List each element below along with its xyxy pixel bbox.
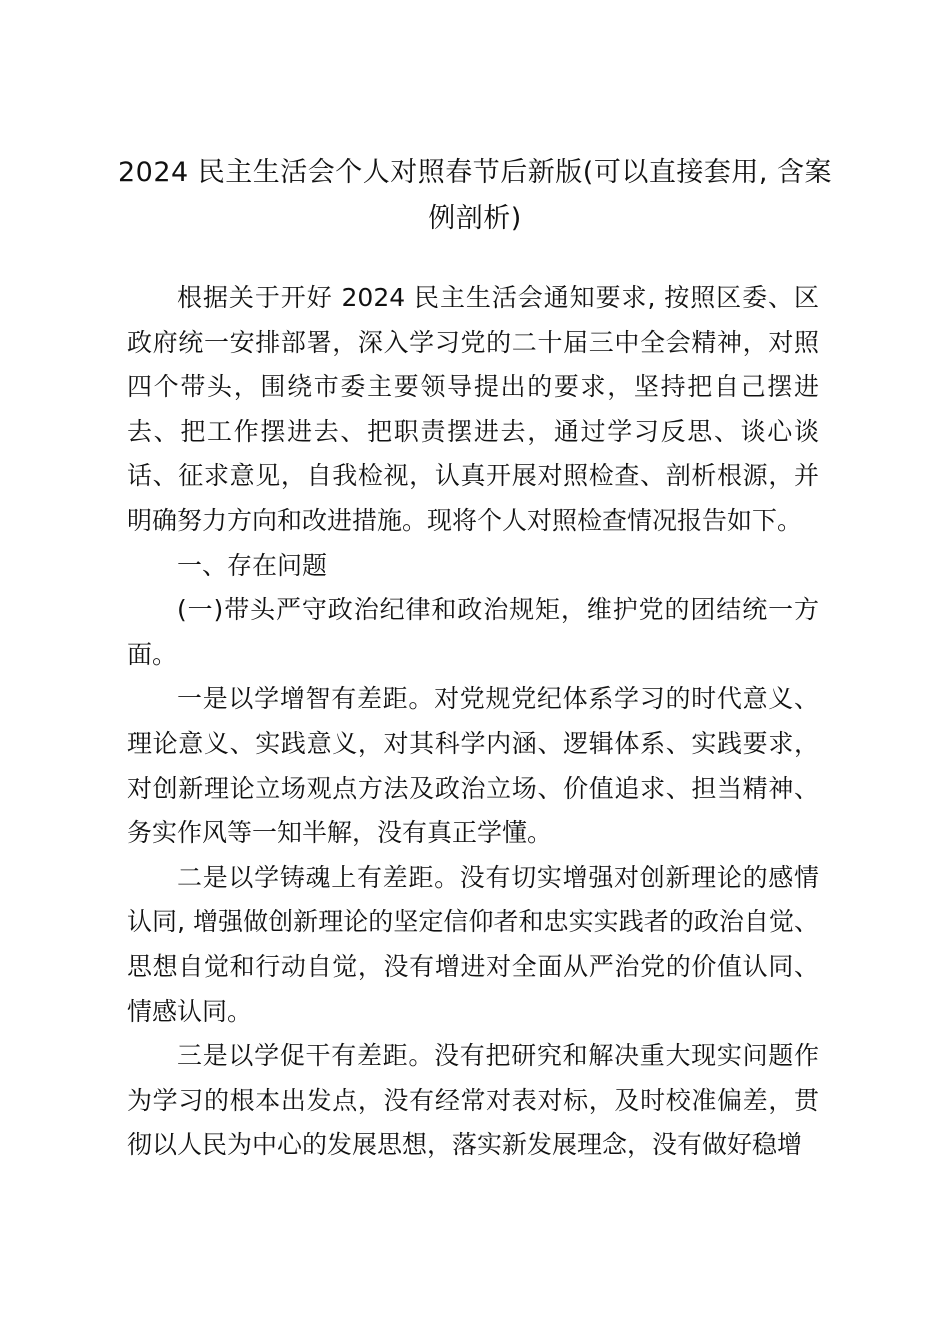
paragraph-point-2: 二是以学铸魂上有差距。没有切实增强对创新理论的感情认同, 增强做创新理论的坚定信仰者和忠实实践者的政治自觉、思想自觉和行动自觉，没有增进对全面从严治党的价值认同、情感认同。 xyxy=(127,862,819,1026)
subsection-heading-1: (一)带头严守政治纪律和政治规矩，维护党的团结统一方面。 xyxy=(127,595,819,669)
document-title: 2024 民主生活会个人对照春节后新版(可以直接套用, 含案例剖析) xyxy=(118,157,832,234)
paragraph-intro: 根据关于开好 2024 民主生活会通知要求, 按照区委、区政府统一安排部署，深入学习党的二十届三中全会精神，对照四个带头，围绕市委主要领导提出的要求，坚持把自己摆进去、把工作摆进去、把职责摆进去，通过学习反思、谈心谈话、征求意见，自我检视，认真开展对照检查、剖析根源，并明确努力方向和改进措施。现将个人对照检查情况报告如下。 xyxy=(127,283,819,535)
paragraph-point-3: 三是以学促干有差距。没有把研究和解决重大现实问题作为学习的根本出发点，没有经常对表对标，及时校准偏差，贯彻以人民为中心的发展思想，落实新发展理念，没有做好稳增 xyxy=(127,1041,819,1160)
paragraph-point-1: 一是以学增智有差距。对党规党纪体系学习的时代意义、理论意义、实践意义，对其科学内涵、逻辑体系、实践要求，对创新理论立场观点方法及政治立场、价值追求、担当精神、务实作风等一知半解，没有真正学懂。 xyxy=(127,684,819,848)
section-heading-problems: 一、存在问题 xyxy=(177,550,328,580)
document-body xyxy=(127,276,819,1168)
